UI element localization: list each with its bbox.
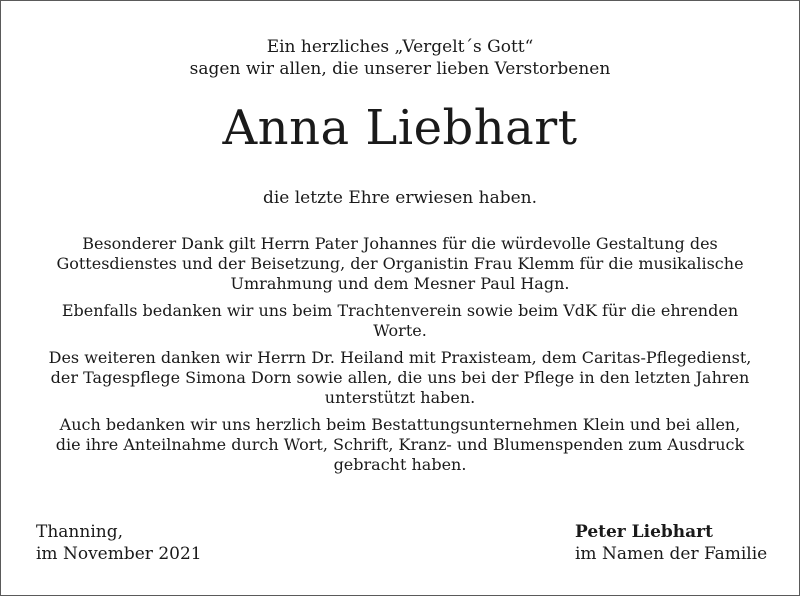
paragraph-line: gebracht haben. (333, 455, 467, 474)
paragraph-line: Ebenfalls bedanken wir uns beim Trachtenverein sowie beim VdK für die ehrenden (61, 301, 739, 320)
paragraph-line: Besonderer Dank gilt Herrn Pater Johannes für die würdevolle Gestaltung des (82, 234, 718, 253)
paragraph-line: Gottesdienstes und der Beisetzung, der Organistin Frau Klemm für die musikalische (56, 254, 744, 273)
signature-block (575, 521, 767, 565)
place: Thanning, (36, 522, 123, 542)
intro-line-2: sagen wir allen, die unserer lieben Verstorbenen (189, 59, 611, 79)
paragraph-clergy (35, 234, 765, 294)
honor-line: die letzte Ehre erwiesen haben. (262, 188, 538, 208)
deceased-name: Anna Liebhart (222, 100, 578, 156)
signer-name: Peter Liebhart (575, 522, 713, 542)
intro-line-1: Ein herzliches „Vergelt´s Gott“ (266, 37, 534, 57)
paragraph-funeral-home (35, 415, 765, 475)
paragraph-line: unterstützt haben. (324, 388, 476, 407)
place-date (36, 521, 202, 565)
intro-text (0, 36, 800, 80)
paragraph-line: Auch bedanken wir uns herzlich beim Bestattungsunternehmen Klein und bei allen, (59, 415, 741, 434)
paragraph-line: Des weiteren danken wir Herrn Dr. Heiland mit Praxisteam, dem Caritas-Pflegedienst, (48, 348, 752, 367)
paragraph-associations (35, 301, 765, 341)
paragraph-line: Umrahmung und dem Mesner Paul Hagn. (230, 274, 570, 293)
paragraph-line: der Tagespflege Simona Dorn sowie allen, die uns bei der Pflege in den letzten Jahren (50, 368, 750, 387)
paragraph-line: Worte. (373, 321, 427, 340)
signer-role: im Namen der Familie (575, 544, 768, 564)
date: im November 2021 (36, 544, 202, 564)
paragraph-line: die ihre Anteilnahme durch Wort, Schrift, Kranz- und Blumenspenden zum Ausdruck (55, 435, 745, 454)
paragraph-care (35, 348, 765, 408)
thanks-body (35, 234, 765, 482)
